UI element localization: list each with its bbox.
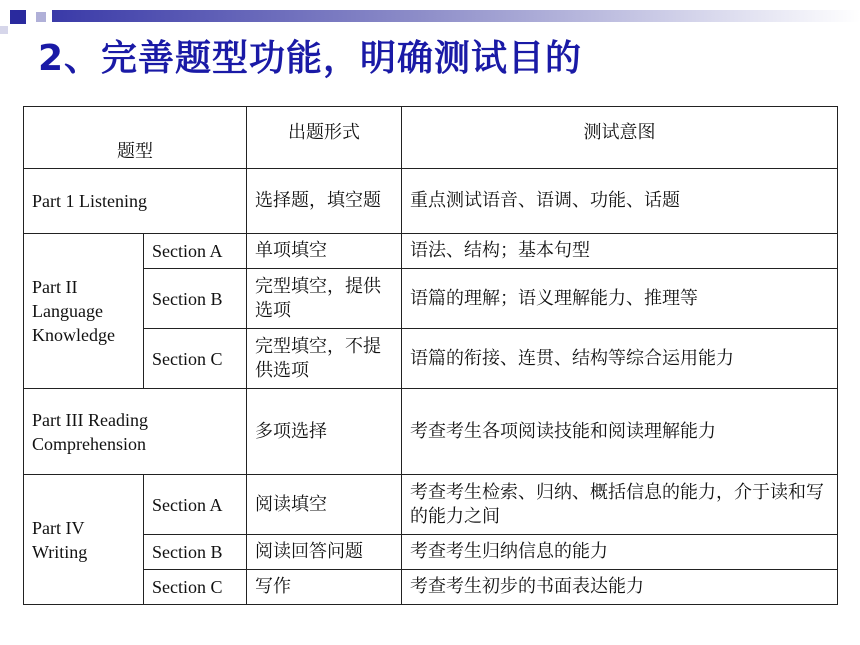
part-name: Part II Language Knowledge: [24, 234, 144, 389]
format-cell: 完型填空，提供选项: [247, 269, 402, 329]
table-header-row: [24, 107, 838, 169]
table-row: [24, 570, 838, 605]
purpose-cell: 考查考生初步的书面表达能力: [402, 570, 838, 605]
slide-title: 2、完善题型功能，明确测试目的: [38, 38, 583, 79]
part-name: Part III Reading Comprehension: [24, 389, 247, 475]
header-purpose: 测试意图: [402, 107, 838, 169]
part-name: Part 1 Listening: [24, 169, 247, 234]
section-cell: Section C: [144, 570, 247, 605]
purpose-cell: 重点测试语音、语调、功能、话题: [402, 169, 838, 234]
purpose-cell: 考查考生检索、归纳、概括信息的能力，介于读和写的能力之间: [402, 475, 838, 535]
purpose-cell: 语篇的理解；语义理解能力、推理等: [402, 269, 838, 329]
question-type-table: [23, 106, 838, 605]
table-row: [24, 535, 838, 570]
table-row: [24, 169, 838, 234]
table-row: [24, 234, 838, 269]
header-format: 出题形式: [247, 107, 402, 169]
format-cell: 阅读填空: [247, 475, 402, 535]
table-row: [24, 389, 838, 475]
section-cell: Section B: [144, 535, 247, 570]
format-cell: 阅读回答问题: [247, 535, 402, 570]
format-cell: 单项填空: [247, 234, 402, 269]
purpose-cell: 考查考生各项阅读技能和阅读理解能力: [402, 389, 838, 475]
section-cell: Section B: [144, 269, 247, 329]
section-cell: Section C: [144, 329, 247, 389]
section-cell: Section A: [144, 475, 247, 535]
purpose-cell: 考查考生归纳信息的能力: [402, 535, 838, 570]
table-row: [24, 329, 838, 389]
table-row: [24, 475, 838, 535]
format-cell: 完型填空，不提供选项: [247, 329, 402, 389]
header-type: 题型: [24, 107, 247, 169]
table-row: [24, 269, 838, 329]
format-cell: 写作: [247, 570, 402, 605]
header-decoration: [0, 0, 860, 34]
format-cell: 选择题，填空题: [247, 169, 402, 234]
part-name: Part IV Writing: [24, 475, 144, 605]
purpose-cell: 语法、结构；基本句型: [402, 234, 838, 269]
purpose-cell: 语篇的衔接、连贯、结构等综合运用能力: [402, 329, 838, 389]
format-cell: 多项选择: [247, 389, 402, 475]
section-cell: Section A: [144, 234, 247, 269]
